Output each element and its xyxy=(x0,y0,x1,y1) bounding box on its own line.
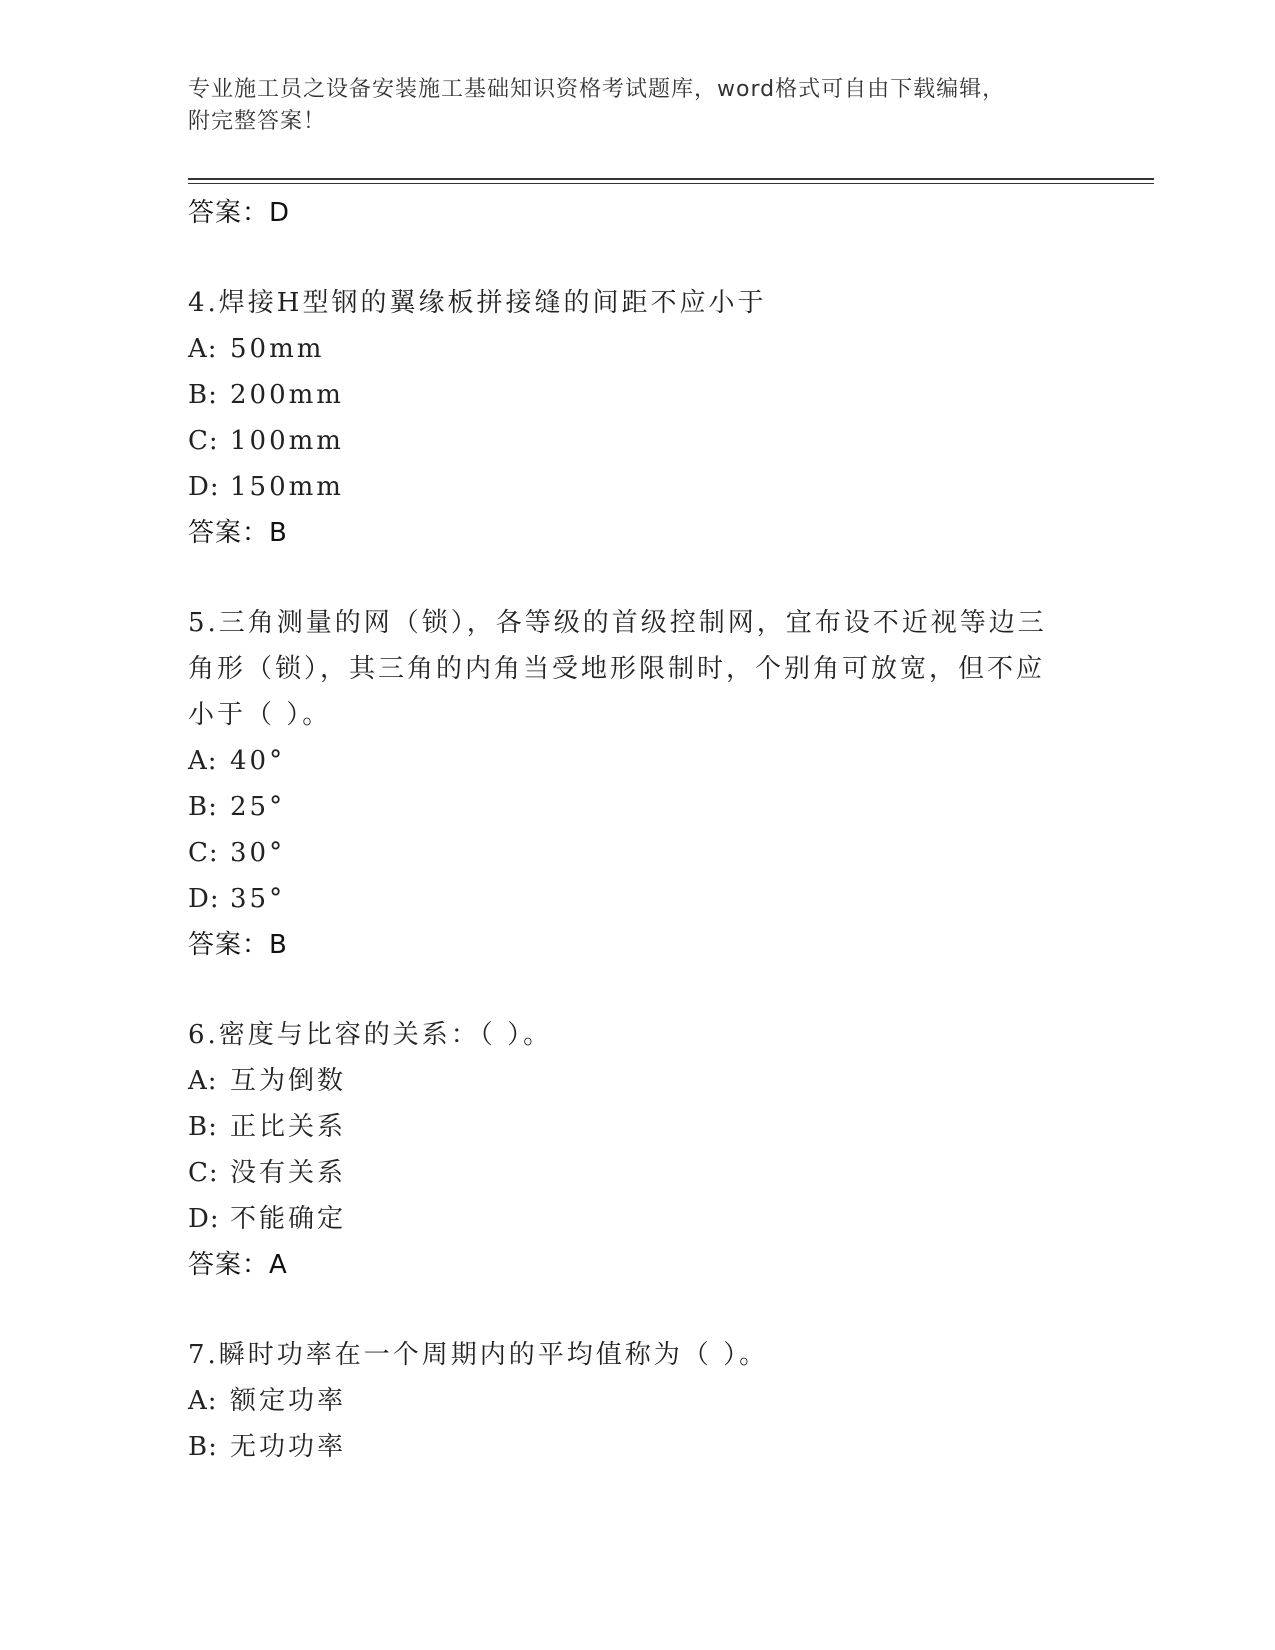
option-a xyxy=(188,1058,1068,1104)
question-list xyxy=(188,190,1068,1470)
option-text: 35° xyxy=(230,884,286,914)
option-text: 40° xyxy=(230,746,286,776)
option-text: 200mm xyxy=(230,380,344,410)
option-letter: B: xyxy=(188,1112,218,1142)
header-divider-thin xyxy=(188,183,1154,184)
option-letter: C: xyxy=(188,1158,219,1188)
option-text: 额定功率 xyxy=(230,1386,347,1416)
option-letter: A: xyxy=(188,746,218,776)
option-d xyxy=(188,876,1068,922)
option-d xyxy=(188,1196,1068,1242)
option-b xyxy=(188,372,1068,418)
option-letter: A: xyxy=(188,334,218,364)
option-a xyxy=(188,738,1068,784)
option-text: 150mm xyxy=(230,472,344,502)
option-text: 互为倒数 xyxy=(230,1066,347,1096)
option-letter: D: xyxy=(188,472,220,502)
option-letter: C: xyxy=(188,426,219,456)
option-text: 25° xyxy=(230,792,286,822)
option-text: 正比关系 xyxy=(230,1112,347,1142)
question-block xyxy=(188,600,1068,968)
header-divider-thick xyxy=(188,178,1154,180)
header-line-1: 专业施工员之设备安装施工基础知识资格考试题库，word格式可自由下载编辑， xyxy=(188,77,1006,102)
option-b xyxy=(188,1104,1068,1150)
answer-line: 答案：B xyxy=(188,518,288,548)
option-letter: C: xyxy=(188,838,219,868)
option-letter: A: xyxy=(188,1066,218,1096)
option-c xyxy=(188,1150,1068,1196)
header-line-2: 附完整答案！ xyxy=(188,109,327,134)
option-text: 50mm xyxy=(230,334,325,364)
option-text: 无功功率 xyxy=(230,1432,347,1462)
question-stem: 6.密度与比容的关系：（ ）。 xyxy=(188,1020,553,1050)
answer-line: 答案：A xyxy=(188,1250,288,1280)
option-letter: A: xyxy=(188,1386,218,1416)
option-text: 没有关系 xyxy=(230,1158,347,1188)
option-letter: B: xyxy=(188,792,218,822)
question-block xyxy=(188,1332,1068,1470)
option-text: 不能确定 xyxy=(230,1204,347,1234)
option-c xyxy=(188,830,1068,876)
answer-line: 答案：B xyxy=(188,930,288,960)
option-text: 30° xyxy=(230,838,286,868)
option-b xyxy=(188,1424,1068,1470)
option-a xyxy=(188,1378,1068,1424)
option-b xyxy=(188,784,1068,830)
question-stem: 7.瞬时功率在一个周期内的平均值称为（ ）。 xyxy=(188,1340,769,1370)
option-letter: D: xyxy=(188,1204,220,1234)
question-block xyxy=(188,1012,1068,1288)
option-letter: D: xyxy=(188,884,220,914)
option-letter: B: xyxy=(188,1432,218,1462)
question-stem: 5.三角测量的网（锁），各等级的首级控制网，宜布设不近视等边三角形（锁），其三角的内角当受地形限制时，个别角可放宽，但不应小于（ ）。 xyxy=(188,608,1047,730)
document-header xyxy=(188,74,1068,138)
option-d xyxy=(188,464,1068,510)
option-text: 100mm xyxy=(230,426,344,456)
option-c xyxy=(188,418,1068,464)
question-stem: 4.焊接H型钢的翼缘板拼接缝的间距不应小于 xyxy=(188,288,767,318)
question-block xyxy=(188,280,1068,556)
answer-line: 答案：D xyxy=(188,198,291,228)
option-a xyxy=(188,326,1068,372)
option-letter: B: xyxy=(188,380,218,410)
